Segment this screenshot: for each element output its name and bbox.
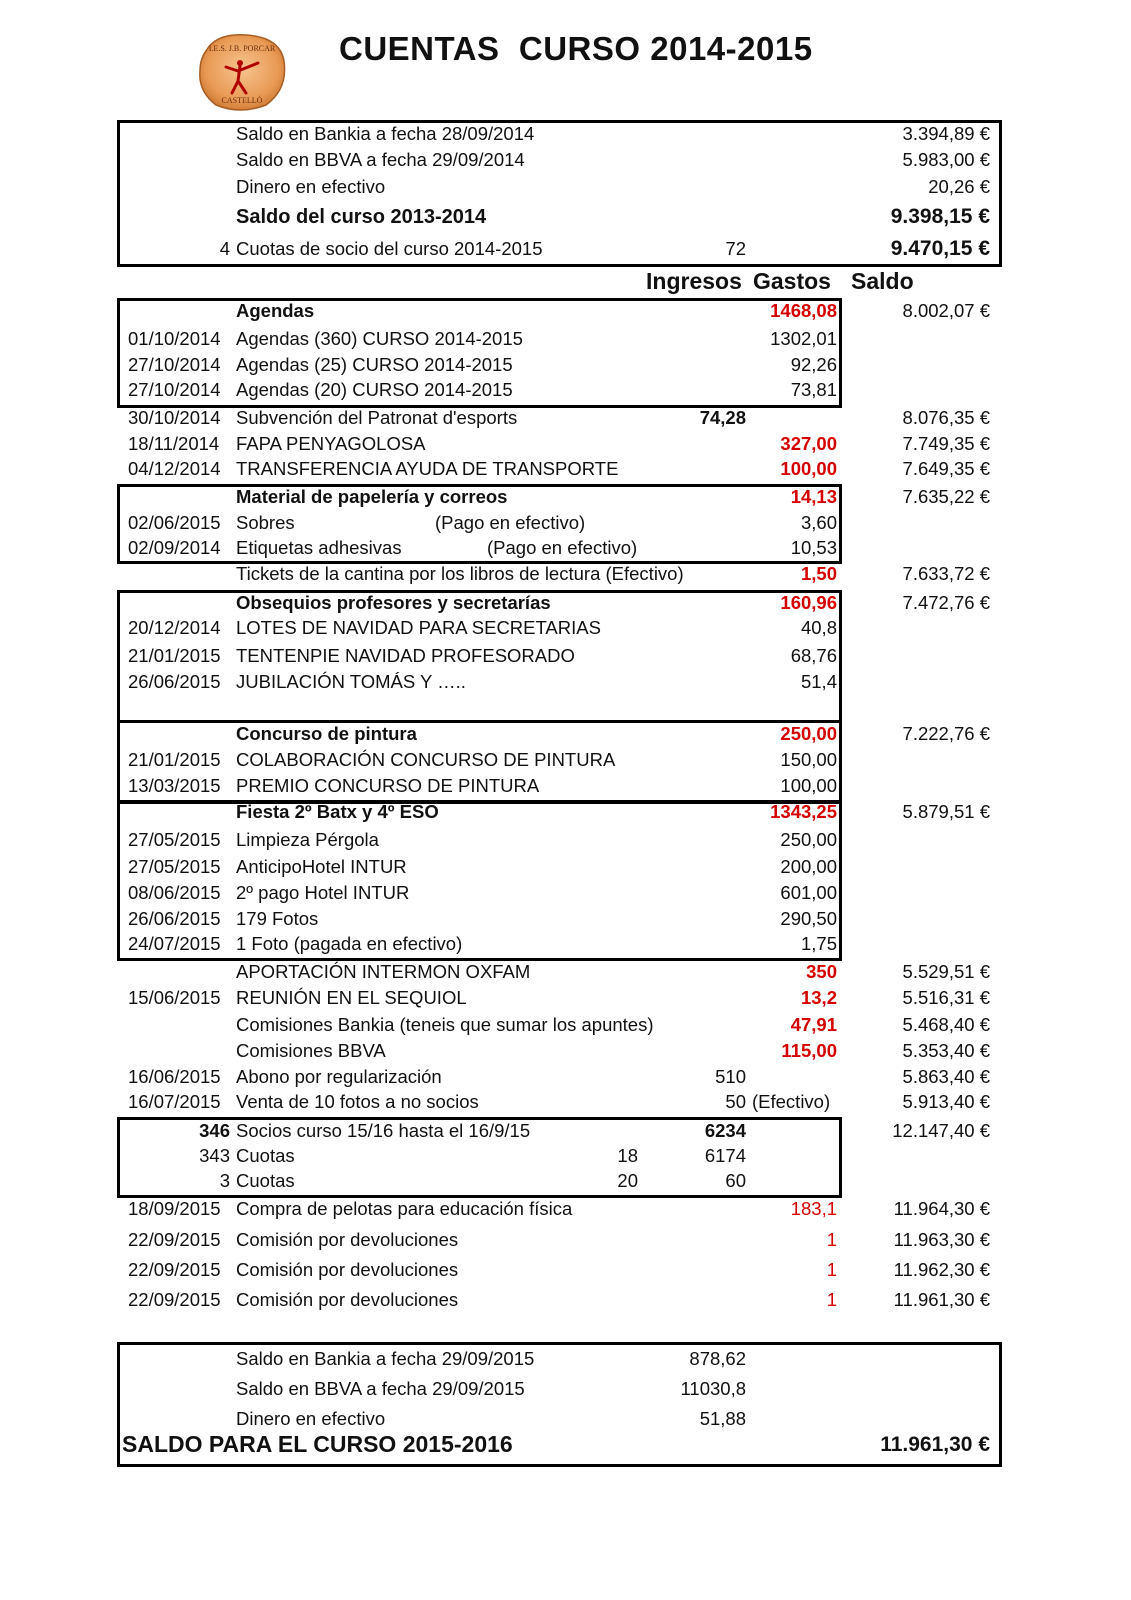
ledger-saldo: 5.353,40 € — [902, 1040, 990, 1061]
ledger-saldo: 7.633,72 € — [902, 563, 990, 584]
ledger-count: 343 — [199, 1145, 230, 1166]
closing-amount: 11030,8 — [680, 1378, 746, 1399]
ledger-concept: Tickets de la cantina por los libros de lectura (Efectivo) — [236, 563, 684, 584]
ledger-concept: Comisión por devoluciones — [236, 1289, 459, 1310]
ledger-concept: Compra de pelotas para educación física — [236, 1198, 573, 1219]
ledger-group-title: Agendas — [236, 300, 315, 321]
ledger-date: 18/11/2014 — [128, 433, 220, 454]
ledger-date: 27/05/2015 — [128, 829, 221, 850]
ledger-gasto: 40,8 — [800, 617, 837, 638]
ledger-gasto: 1 — [826, 1259, 837, 1280]
ledger-saldo: 7.635,22 € — [902, 486, 990, 507]
ledger-ingreso: 510 — [715, 1066, 746, 1087]
ledger-date: 18/09/2015 — [128, 1198, 221, 1219]
ledger-gasto: 3,60 — [800, 512, 837, 533]
ledger-saldo: 11.961,30 € — [893, 1289, 990, 1310]
ledger-date: 24/07/2015 — [128, 933, 221, 954]
ledger-concept: PREMIO CONCURSO DE PINTURA — [236, 775, 540, 796]
ledger-concept: Limpieza Pérgola — [236, 829, 379, 850]
ledger-concept: Cuotas — [236, 1145, 295, 1166]
ledger-date: 27/05/2015 — [128, 856, 221, 877]
ledger-date: 04/12/2014 — [128, 458, 221, 479]
ledger-unit-price: 20 — [617, 1170, 638, 1191]
ledger-date: 15/06/2015 — [128, 987, 221, 1008]
ledger-date: 27/10/2014 — [128, 379, 221, 400]
ledger-date: 27/10/2014 — [128, 354, 221, 375]
ledger-saldo: 5.879,51 € — [902, 801, 990, 822]
ledger-saldo: 12.147,40 € — [892, 1120, 990, 1141]
ledger-date: 20/12/2014 — [128, 617, 221, 638]
ledger-gasto: 350 — [806, 961, 837, 982]
ledger-saldo: 7.222,76 € — [902, 723, 990, 744]
ledger-date: 13/03/2015 — [128, 775, 221, 796]
ledger-concept: COLABORACIÓN CONCURSO DE PINTURA — [236, 749, 616, 770]
ledger-ingreso: 6174 — [704, 1145, 746, 1166]
logo-bottom-text: CASTELLÓ — [221, 96, 263, 105]
ledger-concept: Venta de 10 fotos a no socios — [236, 1091, 479, 1112]
ledger-saldo: 8.002,07 € — [902, 300, 990, 321]
ledger-concept: Comisiones Bankia (teneis que sumar los apuntes) — [236, 1014, 654, 1035]
ledger-ingreso: 50 — [725, 1091, 746, 1112]
column-header-ingresos: Ingresos — [646, 268, 742, 294]
ledger-saldo: 5.529,51 € — [902, 961, 990, 982]
ledger-group-title: Obsequios profesores y secretarías — [236, 592, 551, 613]
ledger-date: 02/06/2015 — [128, 512, 221, 533]
ledger-gasto: 100,00 — [780, 458, 837, 479]
ledger-date: 22/09/2015 — [128, 1259, 221, 1280]
ledger-saldo: 7.649,35 € — [902, 458, 990, 479]
ledger-gasto: 1343,25 — [770, 801, 837, 822]
ledger-date: 21/01/2015 — [128, 749, 221, 770]
final-balance-label: SALDO PARA EL CURSO 2015-2016 — [122, 1431, 513, 1457]
ledger-concept: Agendas (20) CURSO 2014-2015 — [236, 379, 513, 400]
ledger-saldo: 11.964,30 € — [893, 1198, 990, 1219]
ledger-note: (Pago en efectivo) — [435, 512, 586, 533]
ledger-concept: Comisiones BBVA — [236, 1040, 386, 1061]
closing-label: Saldo en BBVA a fecha 29/09/2015 — [236, 1378, 525, 1399]
ledger-gasto: 13,2 — [800, 987, 837, 1008]
ledger-gasto: 14,13 — [790, 486, 837, 507]
opening-amount: 3.394,89 € — [902, 123, 990, 144]
opening-label: Dinero en efectivo — [236, 176, 386, 197]
ledger-concept: Agendas (360) CURSO 2014-2015 — [236, 328, 523, 349]
ledger-saldo: 5.863,40 € — [902, 1066, 990, 1087]
ledger-date: 26/06/2015 — [128, 908, 221, 929]
ledger-concept: Etiquetas adhesivas — [236, 537, 402, 558]
ledger-concept: TENTENPIE NAVIDAD PROFESORADO — [236, 645, 575, 666]
ledger-gasto: 51,4 — [800, 671, 837, 692]
ledger-count: 346 — [199, 1120, 230, 1141]
ledger-gasto: 47,91 — [790, 1014, 837, 1035]
ledger-saldo: 7.472,76 € — [902, 592, 990, 613]
ledger-concept: Agendas (25) CURSO 2014-2015 — [236, 354, 513, 375]
ledger-count: 3 — [219, 1170, 230, 1191]
opening-count: 4 — [219, 238, 230, 259]
previous-course-balance: 9.398,15 € — [890, 205, 990, 228]
ledger-gasto: 250,00 — [780, 829, 837, 850]
opening-amount: 5.983,00 € — [902, 149, 990, 170]
ledger-date: 30/10/2014 — [128, 407, 221, 428]
opening-label: Cuotas de socio del curso 2014-2015 — [236, 238, 543, 259]
ledger-date: 21/01/2015 — [128, 645, 221, 666]
ledger-gasto: 92,26 — [790, 354, 837, 375]
ledger-ingreso: 74,28 — [699, 407, 746, 428]
opening-label: Saldo en Bankia a fecha 28/09/2014 — [236, 123, 535, 144]
ledger-gasto: 10,53 — [790, 537, 837, 558]
ledger-gasto: 100,00 — [780, 775, 837, 796]
closing-label: Saldo en Bankia a fecha 29/09/2015 — [236, 1348, 535, 1369]
ledger-date: 01/10/2014 — [128, 328, 221, 349]
ledger-gasto: 290,50 — [780, 908, 837, 929]
ledger-concept: Comisión por devoluciones — [236, 1229, 459, 1250]
column-header-saldo: Saldo — [851, 268, 914, 294]
final-balance-amount: 11.961,30 € — [880, 1433, 990, 1456]
ledger-group-title: Concurso de pintura — [236, 723, 417, 744]
opening-label: Saldo en BBVA a fecha 29/09/2014 — [236, 149, 525, 170]
ledger-concept: 1 Foto (pagada en efectivo) — [236, 933, 463, 954]
ledger-group-title: Material de papelería y correos — [236, 486, 508, 507]
ledger-saldo: 11.963,30 € — [893, 1229, 990, 1250]
ledger-gasto: 68,76 — [790, 645, 837, 666]
ledger-gasto: 200,00 — [780, 856, 837, 877]
ledger-concept: Abono por regularización — [236, 1066, 442, 1087]
opening-amount: 20,26 € — [928, 176, 990, 197]
ledger-concept: REUNIÓN EN EL SEQUIOL — [236, 987, 467, 1008]
ledger-concept: 2º pago Hotel INTUR — [236, 882, 410, 903]
ledger-date: 22/09/2015 — [128, 1289, 221, 1310]
ledger-saldo: 5.913,40 € — [902, 1091, 990, 1112]
ledger-saldo: 5.468,40 € — [902, 1014, 990, 1035]
ledger-group-title: Fiesta 2º Batx y 4º ESO — [236, 801, 439, 822]
ledger-date: 16/07/2015 — [128, 1091, 221, 1112]
ledger-gasto: 115,00 — [781, 1040, 837, 1061]
closing-amount: 878,62 — [689, 1348, 746, 1369]
ledger-gasto: 601,00 — [780, 882, 837, 903]
ledger-concept: APORTACIÓN INTERMON OXFAM — [236, 961, 531, 982]
ledger-ingreso: 6234 — [704, 1120, 746, 1141]
opening-amount: 9.470,15 € — [890, 237, 990, 260]
ledger-concept: LOTES DE NAVIDAD PARA SECRETARIAS — [236, 617, 601, 638]
ledger-concept: Socios curso 15/16 hasta el 16/9/15 — [236, 1120, 531, 1141]
ledger-note: (Pago en efectivo) — [487, 537, 638, 558]
ledger-concept: Cuotas — [236, 1170, 295, 1191]
ledger-saldo: 5.516,31 € — [902, 987, 990, 1008]
ledger-concept: AnticipoHotel INTUR — [236, 856, 407, 877]
ledger-saldo: 7.749,35 € — [902, 433, 990, 454]
ledger-gasto: 73,81 — [790, 379, 837, 400]
ledger-gasto: 327,00 — [780, 433, 837, 454]
ledger-concept: FAPA PENYAGOLOSA — [236, 433, 426, 454]
ledger-date: 22/09/2015 — [128, 1229, 221, 1250]
ledger-ingreso: 60 — [725, 1170, 746, 1191]
fiesta-box — [117, 800, 842, 961]
ledger-note: (Efectivo) — [752, 1091, 831, 1112]
closing-amount: 51,88 — [699, 1408, 746, 1429]
ledger-concept: Comisión por devoluciones — [236, 1259, 459, 1280]
ledger-gasto: 1 — [826, 1229, 837, 1250]
ledger-date: 16/06/2015 — [128, 1066, 221, 1087]
ledger-concept: TRANSFERENCIA AYUDA DE TRANSPORTE — [236, 458, 619, 479]
previous-course-balance-label: Saldo del curso 2013-2014 — [236, 206, 487, 228]
ledger-concept: JUBILACIÓN TOMÁS Y ….. — [236, 671, 466, 692]
ledger-concept: 179 Fotos — [236, 908, 319, 929]
ledger-concept: Sobres — [236, 512, 295, 533]
ledger-gasto: 1,50 — [800, 563, 837, 584]
ledger-date: 02/09/2014 — [128, 537, 221, 558]
closing-label: Dinero en efectivo — [236, 1408, 386, 1429]
ledger-gasto: 250,00 — [780, 723, 837, 744]
opening-ingreso: 72 — [725, 238, 746, 259]
column-header-gastos: Gastos — [753, 268, 831, 294]
ledger-concept: Subvención del Patronat d'esports — [236, 407, 518, 428]
ledger-gasto: 1468,08 — [770, 300, 837, 321]
ledger-gasto: 183,1 — [790, 1198, 837, 1219]
ledger-date: 26/06/2015 — [128, 671, 221, 692]
ledger-saldo: 11.962,30 € — [893, 1259, 990, 1280]
page-title: CUENTAS CURSO 2014-2015 — [339, 30, 813, 67]
ledger-gasto: 1,75 — [800, 933, 837, 954]
ledger-gasto: 1302,01 — [770, 328, 837, 349]
ledger-gasto: 160,96 — [780, 592, 837, 613]
logo-top-text: I.E.S. J.B. PORCAR — [208, 44, 276, 53]
ledger-gasto: 1 — [826, 1289, 837, 1310]
school-logo — [196, 31, 288, 113]
ledger-unit-price: 18 — [617, 1145, 638, 1166]
ledger-gasto: 150,00 — [780, 749, 837, 770]
ledger-date: 08/06/2015 — [128, 882, 221, 903]
ledger-saldo: 8.076,35 € — [902, 407, 990, 428]
